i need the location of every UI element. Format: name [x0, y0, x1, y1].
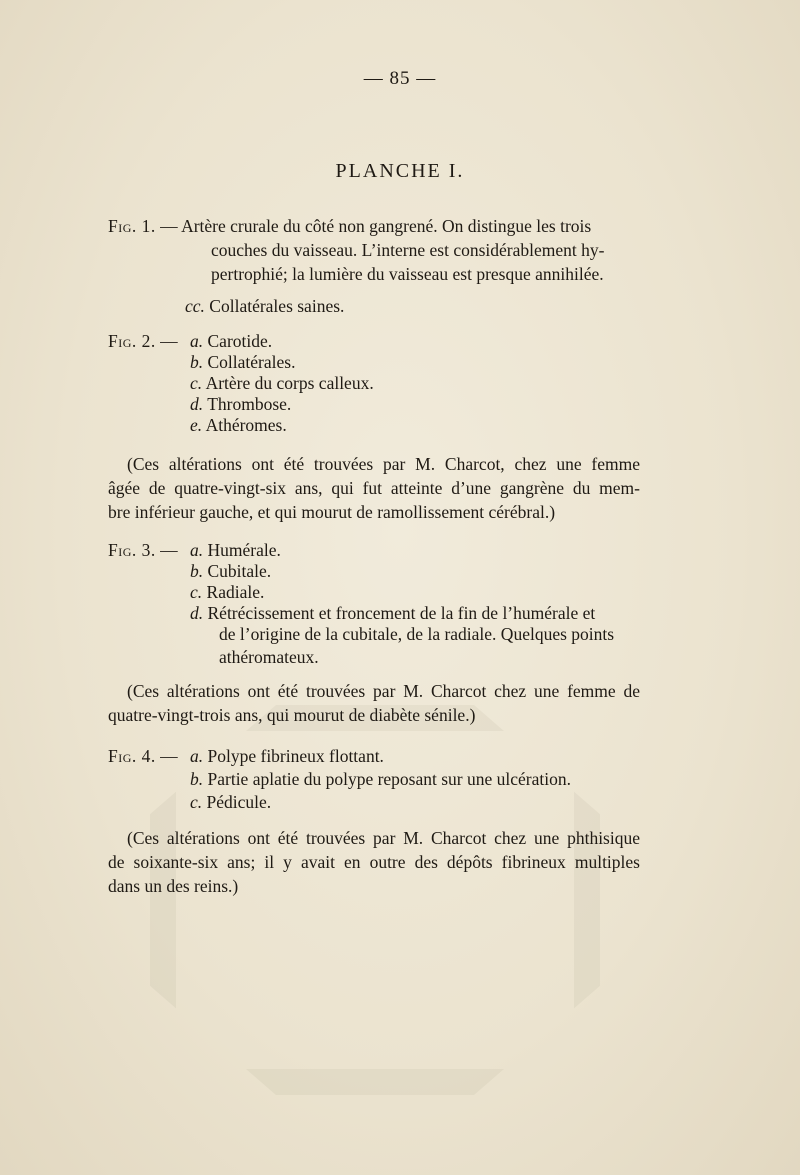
fig3-note — [108, 679, 640, 727]
fig2-note-line: bre inférieur gauche, et qui mourut de ramollissement cérébral.) — [108, 502, 556, 522]
fig4-item-letter: a. — [190, 746, 204, 766]
fig4-item-text: Partie aplatie du polype reposant sur une ulcération. — [207, 769, 571, 789]
fig2-item-letter: a. — [190, 331, 204, 351]
fig3-item-letter: a. — [190, 540, 204, 560]
fig2-item-letter: d. — [190, 394, 204, 414]
fig1-block — [108, 214, 640, 318]
fig4-note-line: dans un des reins.) — [108, 876, 239, 896]
fig2-item-text: Athéromes. — [205, 415, 287, 435]
fig3-item-text: Humérale. — [207, 540, 281, 560]
fig1-label: Fig. 1. — [108, 216, 156, 236]
plate-title: PLANCHE I. — [335, 160, 465, 182]
fig1-line1: — Artère crurale du côté non gangrené. On distingue les trois — [160, 216, 592, 236]
fig4-note — [108, 826, 640, 898]
fig4-item-letter: c. — [190, 792, 203, 812]
fig3-d-continuation: de l’origine de la cubitale, de la radiale. Quelques points — [219, 624, 615, 644]
fig2-note-line: âgée de quatre-vingt-six ans, qui fut atteinte d’une gangrène du mem- — [108, 478, 640, 498]
page-number: — 85 — — [363, 68, 437, 89]
fig1-cc-letter: cc. — [185, 296, 205, 316]
fig2-item-text: Artère du corps calleux. — [205, 373, 374, 393]
fig3-item-letter: b. — [190, 561, 204, 581]
fig4-item-text: Polype fibrineux flottant. — [207, 746, 384, 766]
fig2-dash: — — [160, 331, 178, 351]
fig4-note-line: de soixante-six ans; il y avait en outre des dépôts fibrineux multiples — [108, 852, 640, 872]
fig2-label: Fig. 2. — [108, 331, 156, 351]
fig3-d-continuation: athéromateux. — [219, 647, 319, 667]
fig2-item-text: Collatérales. — [207, 352, 296, 372]
fig1-line3: pertrophié; la lumière du vaisseau est presque annihilée. — [211, 264, 604, 284]
fig2-item-text: Carotide. — [207, 331, 273, 351]
fig4-item-letter: b. — [190, 769, 204, 789]
fig3-block — [108, 538, 640, 669]
fig3-item-text: Cubitale. — [207, 561, 272, 581]
fig3-item-text: Rétrécissement et froncement de la fin de l’humérale et — [207, 603, 596, 623]
fig1-cc-text: Collatérales saines. — [209, 296, 345, 316]
fig2-item-letter: e. — [190, 415, 203, 435]
fig1-line2: couches du vaisseau. L’interne est considérablement hy- — [211, 240, 605, 260]
fig2-note — [108, 452, 640, 524]
fig4-label: Fig. 4. — [108, 746, 156, 766]
fig4-item-text: Pédicule. — [206, 792, 272, 812]
fig4-note-line: (Ces altérations ont été trouvées par M. Charcot chez une phthisique — [127, 828, 640, 848]
fig2-item-text: Thrombose. — [207, 394, 292, 414]
fig3-item-letter: c. — [190, 582, 203, 602]
fig3-note-line: (Ces altérations ont été trouvées par M. Charcot chez une femme de — [127, 681, 640, 701]
fig3-note-line: quatre-vingt-trois ans, qui mourut de diabète sénile.) — [108, 705, 476, 725]
fig3-item-text: Radiale. — [206, 582, 265, 602]
fig2-item-letter: c. — [190, 373, 203, 393]
fig4-block — [108, 744, 640, 811]
fig2-item-letter: b. — [190, 352, 204, 372]
fig2-block — [108, 329, 640, 434]
fig3-label: Fig. 3. — [108, 540, 156, 560]
fig3-item-letter: d. — [190, 603, 204, 623]
fig4-dash: — — [160, 746, 178, 766]
fig2-note-line: (Ces altérations ont été trouvées par M. Charcot, chez une femme — [127, 454, 640, 474]
fig3-dash: — — [160, 540, 178, 560]
